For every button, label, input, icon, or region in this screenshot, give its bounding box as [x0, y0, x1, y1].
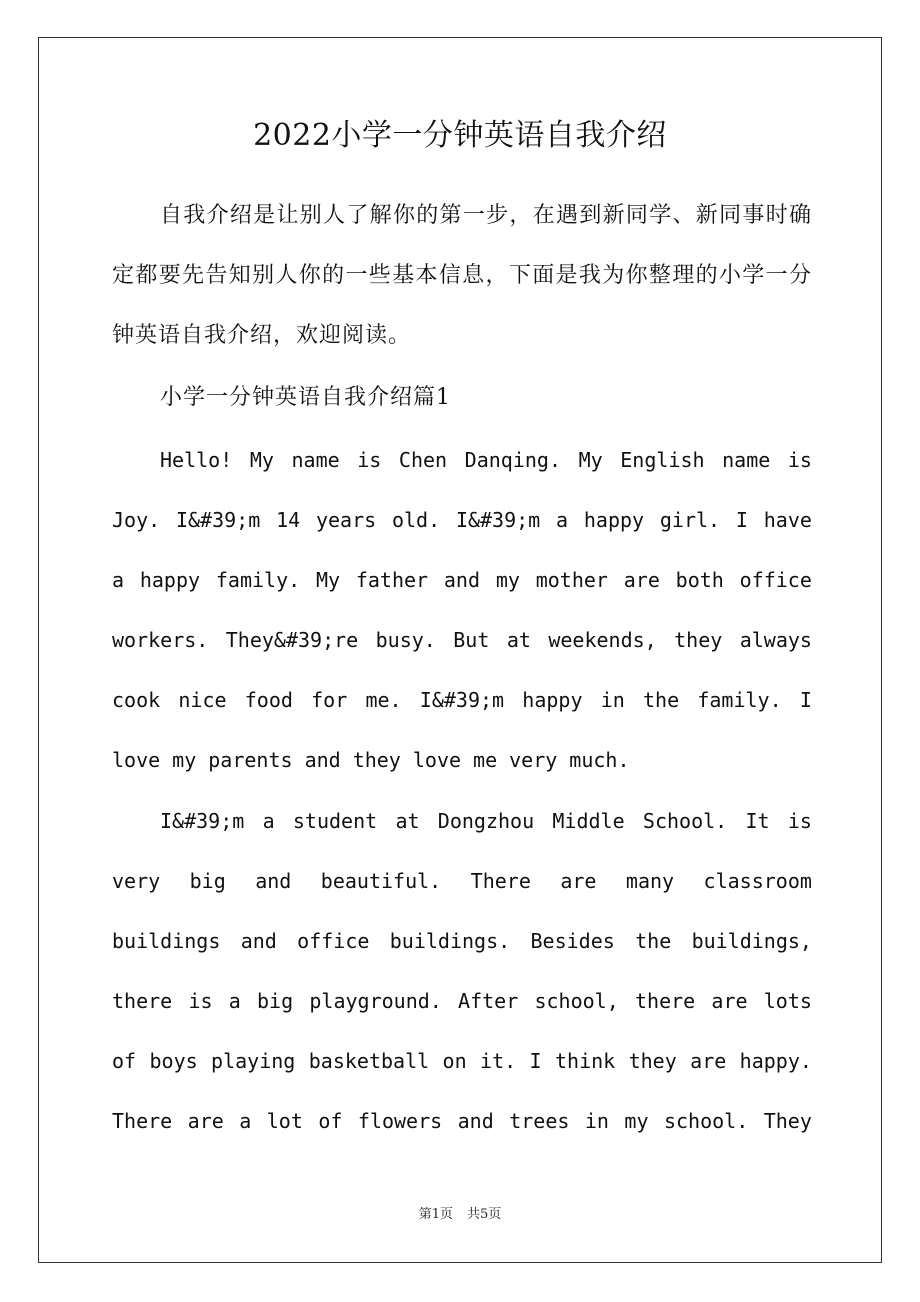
section-heading: 小学一分钟英语自我介绍篇1 — [160, 385, 451, 410]
text-line: very big and beautiful. There are many classroom — [112, 869, 812, 893]
text-line: love my parents and they love me very much. — [112, 748, 630, 772]
text-line: cook nice food for me. I&#39;m happy in the family. I — [112, 688, 812, 712]
text-line: buildings and office buildings. Besides the buildings, — [112, 929, 812, 953]
intro-paragraph: 自我介绍是让别人了解你的第一步，在遇到新同学、新同事时确定都要先告知别人你的一些基本信息，下面是我为你整理的小学一分钟英语自我介绍，欢迎阅读。 — [112, 203, 812, 348]
page-footer — [0, 1205, 920, 1225]
text-line: Hello! My name is Chen Danqing. My English name is — [160, 448, 812, 472]
text-line: workers. They&#39;re busy. But at weekends, they always — [112, 628, 812, 652]
text-line: I&#39;m a student at Dongzhou Middle School. It is — [160, 809, 812, 833]
page-number: 第1页 — [418, 1207, 453, 1222]
text-line: Joy. I&#39;m 14 years old. I&#39;m a happy girl. I have — [112, 508, 812, 532]
english-paragraph-2 — [112, 791, 812, 1151]
text-line: There are a lot of flowers and trees in my school. They — [112, 1109, 812, 1133]
english-paragraph-1 — [112, 430, 812, 790]
text-line: there is a big playground. After school, there are lots — [112, 989, 812, 1013]
text-line: of boys playing basketball on it. I think they are happy. — [112, 1049, 812, 1073]
page-total: 共5页 — [467, 1207, 502, 1222]
page-title: 2022小学一分钟英语自我介绍 — [253, 118, 667, 153]
text-line: a happy family. My father and my mother are both office — [112, 568, 812, 592]
